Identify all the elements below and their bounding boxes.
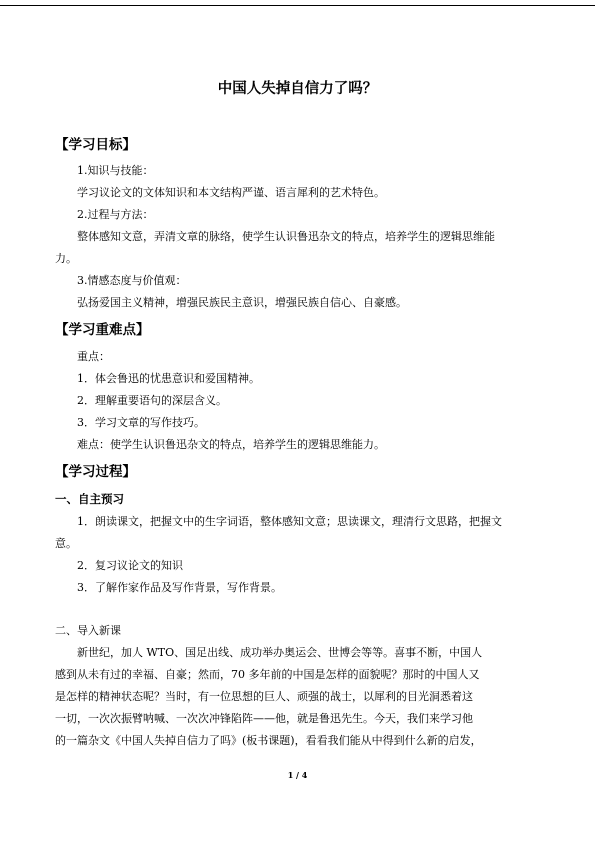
objective-2-text: 整体感知文意，弄清文章的脉络，使学生认识鲁迅杂文的特点，培养学生的逻辑思维能: [77, 230, 495, 243]
subheading-intro: 二、导入新课: [55, 624, 121, 637]
intro-line-3: 是怎样的精神状态呢？当时，有一位思想的巨人、顽强的战士，以犀利的目光洞悉着这: [55, 690, 473, 703]
objective-2-text-cont: 力。: [55, 252, 77, 265]
intro-line-5: 的一篇杂文《中国人失掉自信力了吗》(板书课题)，看看我们能从中得到什么新的启发，: [55, 734, 482, 747]
page-title: 中国人失掉自信力了吗？: [217, 80, 378, 97]
page-number: 1 / 4: [287, 770, 308, 780]
intro-line-4: 一切，一次次振臂呐喊、一次次冲锋陷阵——他，就是鲁迅先生。今天，我们来学习他: [55, 712, 473, 725]
objective-1-label: 1.知识与技能：: [77, 164, 154, 177]
top-border-line: [0, 5, 595, 6]
keypoints-label: 重点：: [77, 350, 110, 363]
section-heading-keypoints: 【学习重难点】: [55, 322, 150, 338]
keypoint-2: 2．理解重要语句的深层含义。: [77, 394, 227, 407]
objective-3-text: 弘扬爱国主义精神，增强民族民主意识，增强民族自信心、自豪感。: [77, 296, 407, 309]
difficulty-text: 难点：使学生认识鲁迅杂文的特点，培养学生的逻辑思维能力。: [77, 438, 385, 451]
preview-item-1: 1．朗读课文，把握文中的生字词语，整体感知文意；思读课文，理清行文思路，把握文: [77, 515, 502, 528]
intro-line-1: 新世纪，加人 WTO、国足出线、成功举办奥运会、世博会等等。喜事不断，中国人: [77, 646, 483, 659]
section-heading-process: 【学习过程】: [55, 464, 136, 480]
keypoint-1: 1．体会鲁迅的忧患意识和爱国精神。: [77, 372, 260, 385]
section-heading-objectives: 【学习目标】: [55, 137, 136, 153]
preview-item-1-cont: 意。: [55, 537, 77, 550]
keypoint-3: 3．学习文章的写作技巧。: [77, 416, 205, 429]
intro-line-2: 感到从未有过的幸福、自豪；然而，70 多年前的中国是怎样的面貌呢？那时的中国人又: [55, 668, 480, 681]
objective-3-label: 3.情感态度与价值观：: [77, 274, 187, 287]
objective-1-text: 学习议论文的文体知识和本文结构严谨、语言犀利的艺术特色。: [77, 186, 385, 199]
preview-item-3: 3．了解作家作品及写作背景，写作背景。: [77, 581, 282, 594]
preview-item-2: 2．复习议论文的知识: [77, 559, 183, 572]
objective-2-label: 2.过程与方法：: [77, 208, 154, 221]
subheading-preview: 一、自主预习: [55, 492, 124, 506]
